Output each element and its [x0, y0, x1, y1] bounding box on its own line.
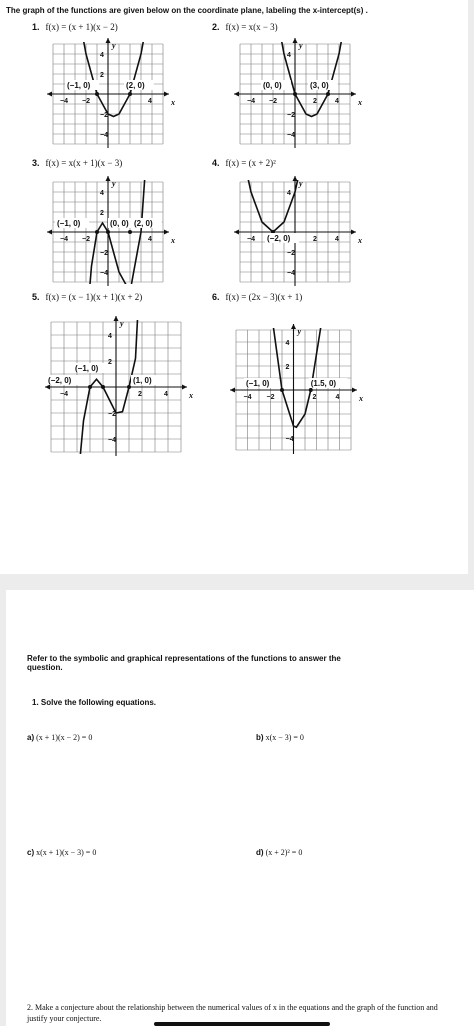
x-tick-label: 2 [313, 98, 317, 105]
intercept-label: (−2, 0) [267, 234, 291, 243]
x-axis-name: x [171, 98, 175, 107]
equation-text: x(x − 3) = 0 [265, 733, 304, 742]
worksheet-page-2 [6, 590, 474, 1026]
y-tick-label: −4 [100, 270, 108, 277]
x-tick-label: 4 [335, 98, 339, 105]
intercept-label: (2, 0) [126, 81, 145, 90]
intercept-label: (0, 0) [263, 81, 282, 90]
problem-function: f(x) = (x − 1)(x + 1)(x + 2) [45, 292, 143, 302]
x-tick-label: −4 [243, 394, 252, 401]
x-tick-label: −4 [60, 98, 68, 105]
intercept-label: (−1, 0) [75, 364, 99, 373]
y-tick-label: 2 [100, 210, 104, 217]
y-tick-label: 2 [285, 364, 290, 371]
y-tick-label: 4 [287, 52, 291, 59]
graph-3 [45, 178, 175, 286]
y-axis-arrow [293, 176, 298, 181]
equation-b [256, 733, 304, 742]
scroll-indicator [154, 1022, 330, 1026]
equation-label: c) [27, 848, 35, 857]
x-axis-arrow [352, 388, 357, 393]
x-tick-label: −2 [82, 236, 90, 243]
x-axis-arrow [234, 230, 239, 235]
x-tick-label: −4 [247, 98, 255, 105]
equation-text: (x + 2)² = 0 [265, 848, 303, 857]
equation-label: d) [256, 848, 264, 857]
y-tick-label: −4 [285, 436, 294, 443]
graph-2 [232, 40, 362, 150]
function-curve [86, 153, 147, 332]
x-axis-name: x [189, 391, 193, 400]
x-axis-arrow [182, 385, 187, 390]
x-axis-arrow [351, 92, 356, 97]
y-axis-name: y [299, 179, 303, 188]
intercept-label: (−2, 0) [48, 376, 72, 385]
y-tick-label: 4 [100, 190, 104, 197]
problem-5-label [32, 292, 142, 302]
y-tick-label: 4 [100, 52, 104, 59]
x-tick-label: −4 [60, 391, 68, 398]
x-tick-label: 2 [312, 394, 317, 401]
problem-3-label [32, 158, 122, 168]
x-tick-label: −2 [266, 394, 275, 401]
intercept-label: (2, 0) [134, 219, 153, 228]
y-axis-name: y [112, 41, 116, 50]
intercept-point [106, 230, 110, 234]
intercept-point [128, 92, 132, 96]
intercept-point [280, 388, 284, 392]
problem-function: f(x) = (x + 2)² [225, 158, 276, 168]
x-tick-label: 2 [313, 236, 317, 243]
x-tick-label: 4 [335, 236, 339, 243]
y-tick-label: −4 [108, 437, 116, 444]
y-axis-arrow [106, 38, 111, 43]
problem-1-label [32, 22, 118, 32]
intercept-point [101, 385, 105, 389]
y-axis-arrow [106, 176, 111, 181]
y-tick-label: 4 [108, 333, 112, 340]
equation-c [27, 848, 96, 857]
y-tick-label: −2 [100, 112, 108, 119]
problem-6-label [212, 292, 302, 302]
y-axis-name: y [112, 179, 116, 188]
x-axis-arrow [164, 92, 169, 97]
graph-5 [45, 318, 193, 456]
y-tick-label: 2 [108, 359, 112, 366]
intercept-point [326, 92, 330, 96]
x-axis-name: x [358, 98, 362, 107]
graph-6 [232, 326, 363, 454]
intercept-label: (0, 0) [110, 219, 129, 228]
graph-1 [45, 40, 175, 150]
x-tick-label: 2 [138, 391, 142, 398]
intercept-label: (−1, 0) [57, 219, 81, 228]
y-axis-name: y [299, 41, 303, 50]
y-tick-label: −4 [287, 270, 295, 277]
x-axis-name: x [359, 394, 363, 403]
equation-text: (x + 1)(x − 2) = 0 [36, 733, 93, 742]
page-1-header: The graph of the functions are given below on the coordinate plane, labeling the x-intercept(s) . [6, 6, 368, 15]
problem-number: 4. [212, 158, 220, 168]
y-axis-arrow [114, 316, 119, 321]
problem-function: f(x) = (2x − 3)(x + 1) [225, 292, 303, 302]
problem-number: 2. [212, 22, 220, 32]
equation-d [256, 848, 302, 857]
equation-text: x(x + 1)(x − 3) = 0 [36, 848, 97, 857]
x-axis-arrow [45, 385, 50, 390]
problem-2-label [212, 22, 278, 32]
x-tick-label: −2 [269, 98, 277, 105]
x-tick-label: 4 [164, 391, 168, 398]
problem-function: f(x) = x(x − 3) [225, 22, 278, 32]
equation-label: b) [256, 733, 264, 742]
y-tick-label: −2 [108, 411, 116, 418]
problem-number: 5. [32, 292, 40, 302]
y-axis-arrow [291, 324, 296, 329]
x-axis-arrow [164, 230, 169, 235]
intercept-label: (1, 0) [133, 376, 152, 385]
equation-label: a) [27, 733, 35, 742]
problem-number: 6. [212, 292, 220, 302]
question-2: 2. Make a conjecture about the relationship between the numerical values of x in the equations and the graph of the function and justify your conjecture. [27, 1003, 438, 1023]
question-1: 1. Solve the following equations. [32, 698, 157, 707]
y-tick-label: 4 [285, 340, 290, 347]
x-tick-label: 4 [148, 236, 152, 243]
instructions: Refer to the symbolic and graphical representations of the functions to answer the question. [27, 654, 341, 672]
y-tick-label: 4 [287, 190, 291, 197]
problem-function: f(x) = (x + 1)(x − 2) [45, 22, 118, 32]
intercept-label: (1.5, 0) [310, 379, 337, 388]
y-tick-label: −2 [100, 250, 108, 257]
intercept-point [128, 230, 132, 234]
x-axis-arrow [47, 230, 52, 235]
x-axis-arrow [351, 230, 356, 235]
x-axis-arrow [230, 388, 235, 393]
x-axis-name: x [358, 236, 362, 245]
x-tick-label: −2 [82, 98, 90, 105]
graph-4 [232, 178, 362, 286]
x-tick-label: −4 [247, 236, 255, 243]
problem-number: 3. [32, 158, 40, 168]
intercept-label: (−1, 0) [67, 81, 91, 90]
y-tick-label: 2 [100, 72, 104, 79]
y-tick-label: −4 [287, 132, 295, 139]
x-tick-label: 4 [148, 98, 152, 105]
problem-number: 1. [32, 22, 40, 32]
intercept-point [127, 385, 131, 389]
y-axis-arrow [293, 38, 298, 43]
intercept-label: (3, 0) [310, 81, 329, 90]
intercept-label: (−1, 0) [246, 379, 270, 388]
x-tick-label: −4 [60, 236, 68, 243]
intercept-point [95, 92, 99, 96]
x-axis-arrow [234, 92, 239, 97]
intercept-point [309, 388, 313, 392]
y-axis-name: y [120, 319, 124, 328]
x-axis-name: x [171, 236, 175, 245]
intercept-point [88, 385, 92, 389]
intercept-point [95, 230, 99, 234]
x-axis-arrow [47, 92, 52, 97]
y-tick-label: −2 [287, 250, 295, 257]
y-tick-label: −2 [287, 112, 295, 119]
problem-4-label [212, 158, 276, 168]
x-tick-label: 4 [335, 394, 340, 401]
y-tick-label: −4 [100, 132, 108, 139]
intercept-point [293, 92, 297, 96]
equation-a [27, 733, 92, 742]
problem-function: f(x) = x(x + 1)(x − 3) [45, 158, 123, 168]
y-axis-name: y [297, 327, 302, 336]
